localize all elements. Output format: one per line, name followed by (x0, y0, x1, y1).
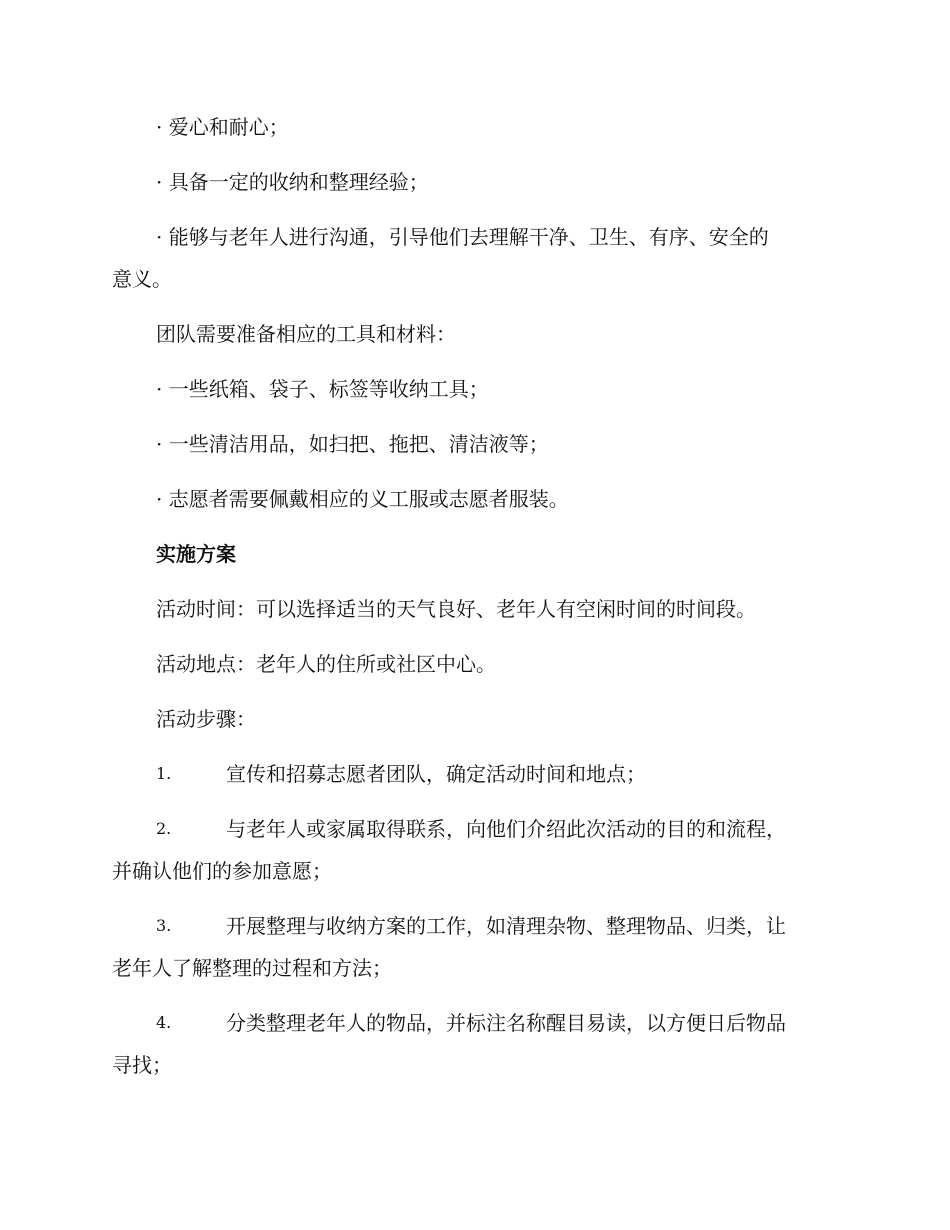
activity-time: 活动时间：可以选择适当的天气良好、老年人有空闲时间的时间段。 (156, 597, 756, 621)
bullet-cleaning-supplies: · 一些清洁用品，如扫把、拖把、清洁液等； (156, 432, 549, 456)
step-text: 分类整理老年人的物品，并标注名称醒目易读，以方便日后物品 (226, 1011, 786, 1035)
step-text: 与老年人或家属取得联系，向他们介绍此次活动的目的和流程， (226, 817, 786, 841)
bullet-patience: · 爱心和耐心； (156, 115, 289, 139)
step-text-cont: 老年人了解整理的过程和方法； (112, 956, 392, 980)
step-number: 4. (156, 1013, 172, 1032)
step-text-cont: 并确认他们的参加意愿； (112, 859, 332, 883)
bullet-experience: · 具备一定的收纳和整理经验； (156, 170, 429, 194)
step-number: 2. (156, 819, 172, 838)
bullet-communication: · 能够与老年人进行沟通，引导他们去理解干净、卫生、有序、安全的 (156, 225, 769, 249)
step-text-cont: 寻找； (112, 1053, 172, 1077)
step-number: 1. (156, 764, 172, 783)
tools-intro: 团队需要准备相应的工具和材料： (156, 322, 456, 346)
step-number: 3. (156, 916, 172, 935)
section-heading: 实施方案 (156, 542, 236, 566)
activity-steps-title: 活动步骤： (156, 707, 256, 731)
step-text: 宣传和招募志愿者团队，确定活动时间和地点； (226, 762, 646, 786)
bullet-storage-tools: · 一些纸箱、袋子、标签等收纳工具； (156, 377, 489, 401)
bullet-volunteer-uniform: · 志愿者需要佩戴相应的义工服或志愿者服装。 (156, 487, 569, 511)
activity-place: 活动地点：老年人的住所或社区中心。 (156, 652, 496, 676)
bullet-communication-cont: 意义。 (112, 267, 172, 291)
step-text: 开展整理与收纳方案的工作，如清理杂物、整理物品、归类，让 (226, 914, 786, 938)
